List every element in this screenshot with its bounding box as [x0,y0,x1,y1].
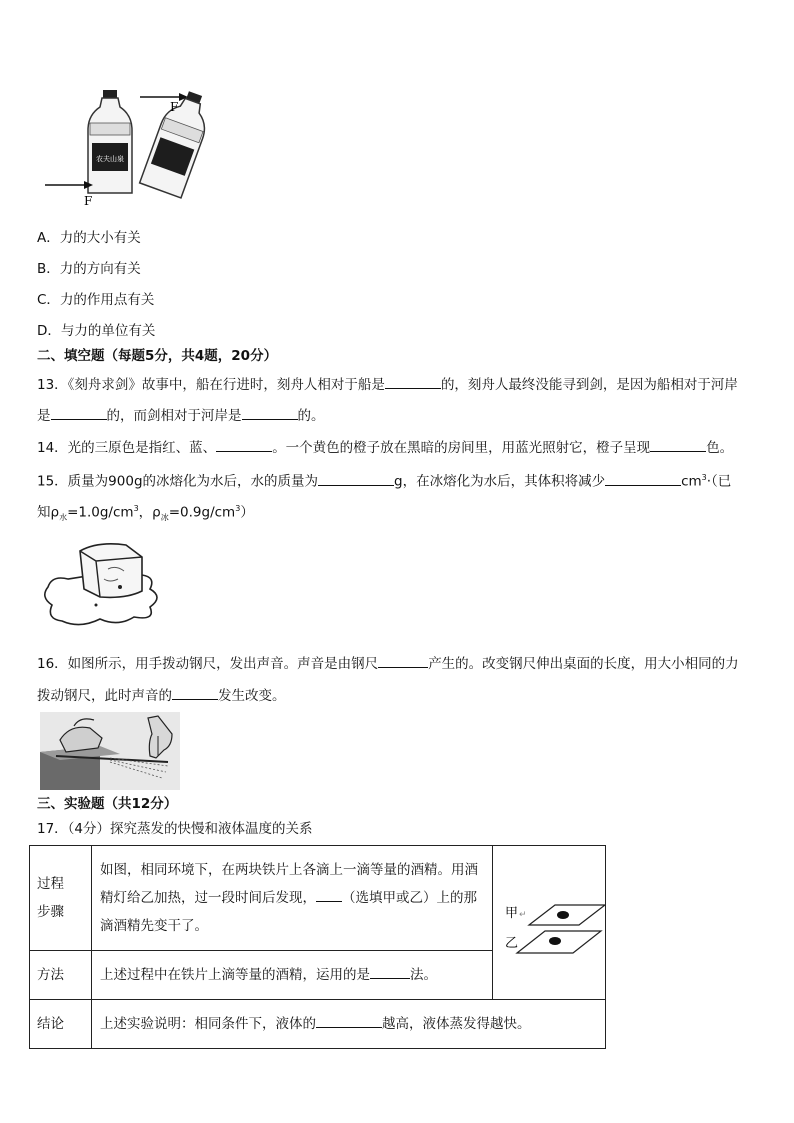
q14-blank-1 [216,437,272,452]
label-jia: 甲 [505,905,519,921]
q15-blank-2 [605,471,681,486]
row-text-process: 如图，相同环境下，在两块铁片上各滴上一滴等量的酒精。用酒精灯给乙加热，过一段时间后发现， （选填甲或乙）上的那滴酒精先变干了。 [92,846,493,951]
q16-line1: 16．如图所示，用手拨动钢尺，发出声音。声音是由钢尺 产生的。改变钢尺伸出桌面的长度，用大小相同的力 [37,653,739,674]
plates-figure-cell [493,846,606,1000]
option-d: D．与力的单位有关 [37,323,156,339]
row-text-method: 上述过程中在铁片上滴等量的酒精，运用的是 法。 [92,951,493,1000]
melting-ice-figure [38,535,168,635]
row-label-conclusion: 结论 [30,1000,92,1049]
q13-line1: 13．《刻舟求剑》故事中，船在行进时，刻舟人相对于船是 的，刻舟人最终没能寻到剑，是因为船相对于河岸 [37,374,738,395]
q14-blank-2 [650,437,706,452]
row-label-process: 过程步骤 [30,846,92,951]
q13-line2: 是 的，而剑相对于河岸是 的。 [37,405,325,426]
label-yi: 乙 [505,935,519,951]
section2-title: 二、填空题（每题5分，共4题，20分） [37,348,278,364]
q13-blank-3 [242,405,298,420]
q15-blank-1 [318,471,394,486]
alcohol-drop-yi [549,937,561,945]
q17-blank-1 [316,887,342,902]
q17-blank-3 [316,1013,382,1028]
q17-blank-2 [370,964,410,979]
table-row-process [30,846,606,951]
q14-line1: 14．光的三原色是指红、蓝、 。一个黄色的橙子放在黑暗的房间里，用蓝光照射它，橙子呈现 色。 [37,437,733,458]
q16-line2: 拨动钢尺，此时声音的 发生改变。 [37,685,286,706]
q17-title: 17．（4分）探究蒸发的快慢和液体温度的关系 [37,821,313,837]
q15-line1: 15．质量为900g的冰熔化为水后，水的质量为 g，在冰熔化为水后，其体积将减少 $cm^3\cdot$（已 [37,468,731,492]
upright-bottle [88,90,132,193]
row-text-conclusion: 上述实验说明：相同条件下，液体的 越高，液体蒸发得越快。 [92,1000,606,1049]
force-label-top: F [170,100,179,114]
steel-ruler-figure [40,712,180,790]
q15-line2: 知$\rho_水=1.0g/cm^3$，$\rho_冰=0.9g/cm^3$） [37,504,254,523]
experiment-table [29,845,606,1049]
alcohol-drop-jia [557,911,569,919]
bottle-force-figure [40,85,220,210]
bottle-label: 农夫山泉 [96,155,124,163]
return-mark-1: ↵ [519,909,527,920]
option-c: C．力的作用点有关 [37,292,155,308]
option-a: A．力的大小有关 [37,230,141,246]
q16-blank-2 [172,685,218,700]
option-b: B．力的方向有关 [37,261,141,277]
table-row-conclusion [30,1000,606,1049]
row-label-method: 方法 [30,951,92,1000]
section3-title: 三、实验题（共12分） [37,796,178,812]
q16-blank-1 [378,653,428,668]
iron-plates-figure [493,871,605,971]
q13-blank-2 [51,405,107,420]
q13-blank-1 [385,374,441,389]
force-label-bottom: F [84,194,93,208]
